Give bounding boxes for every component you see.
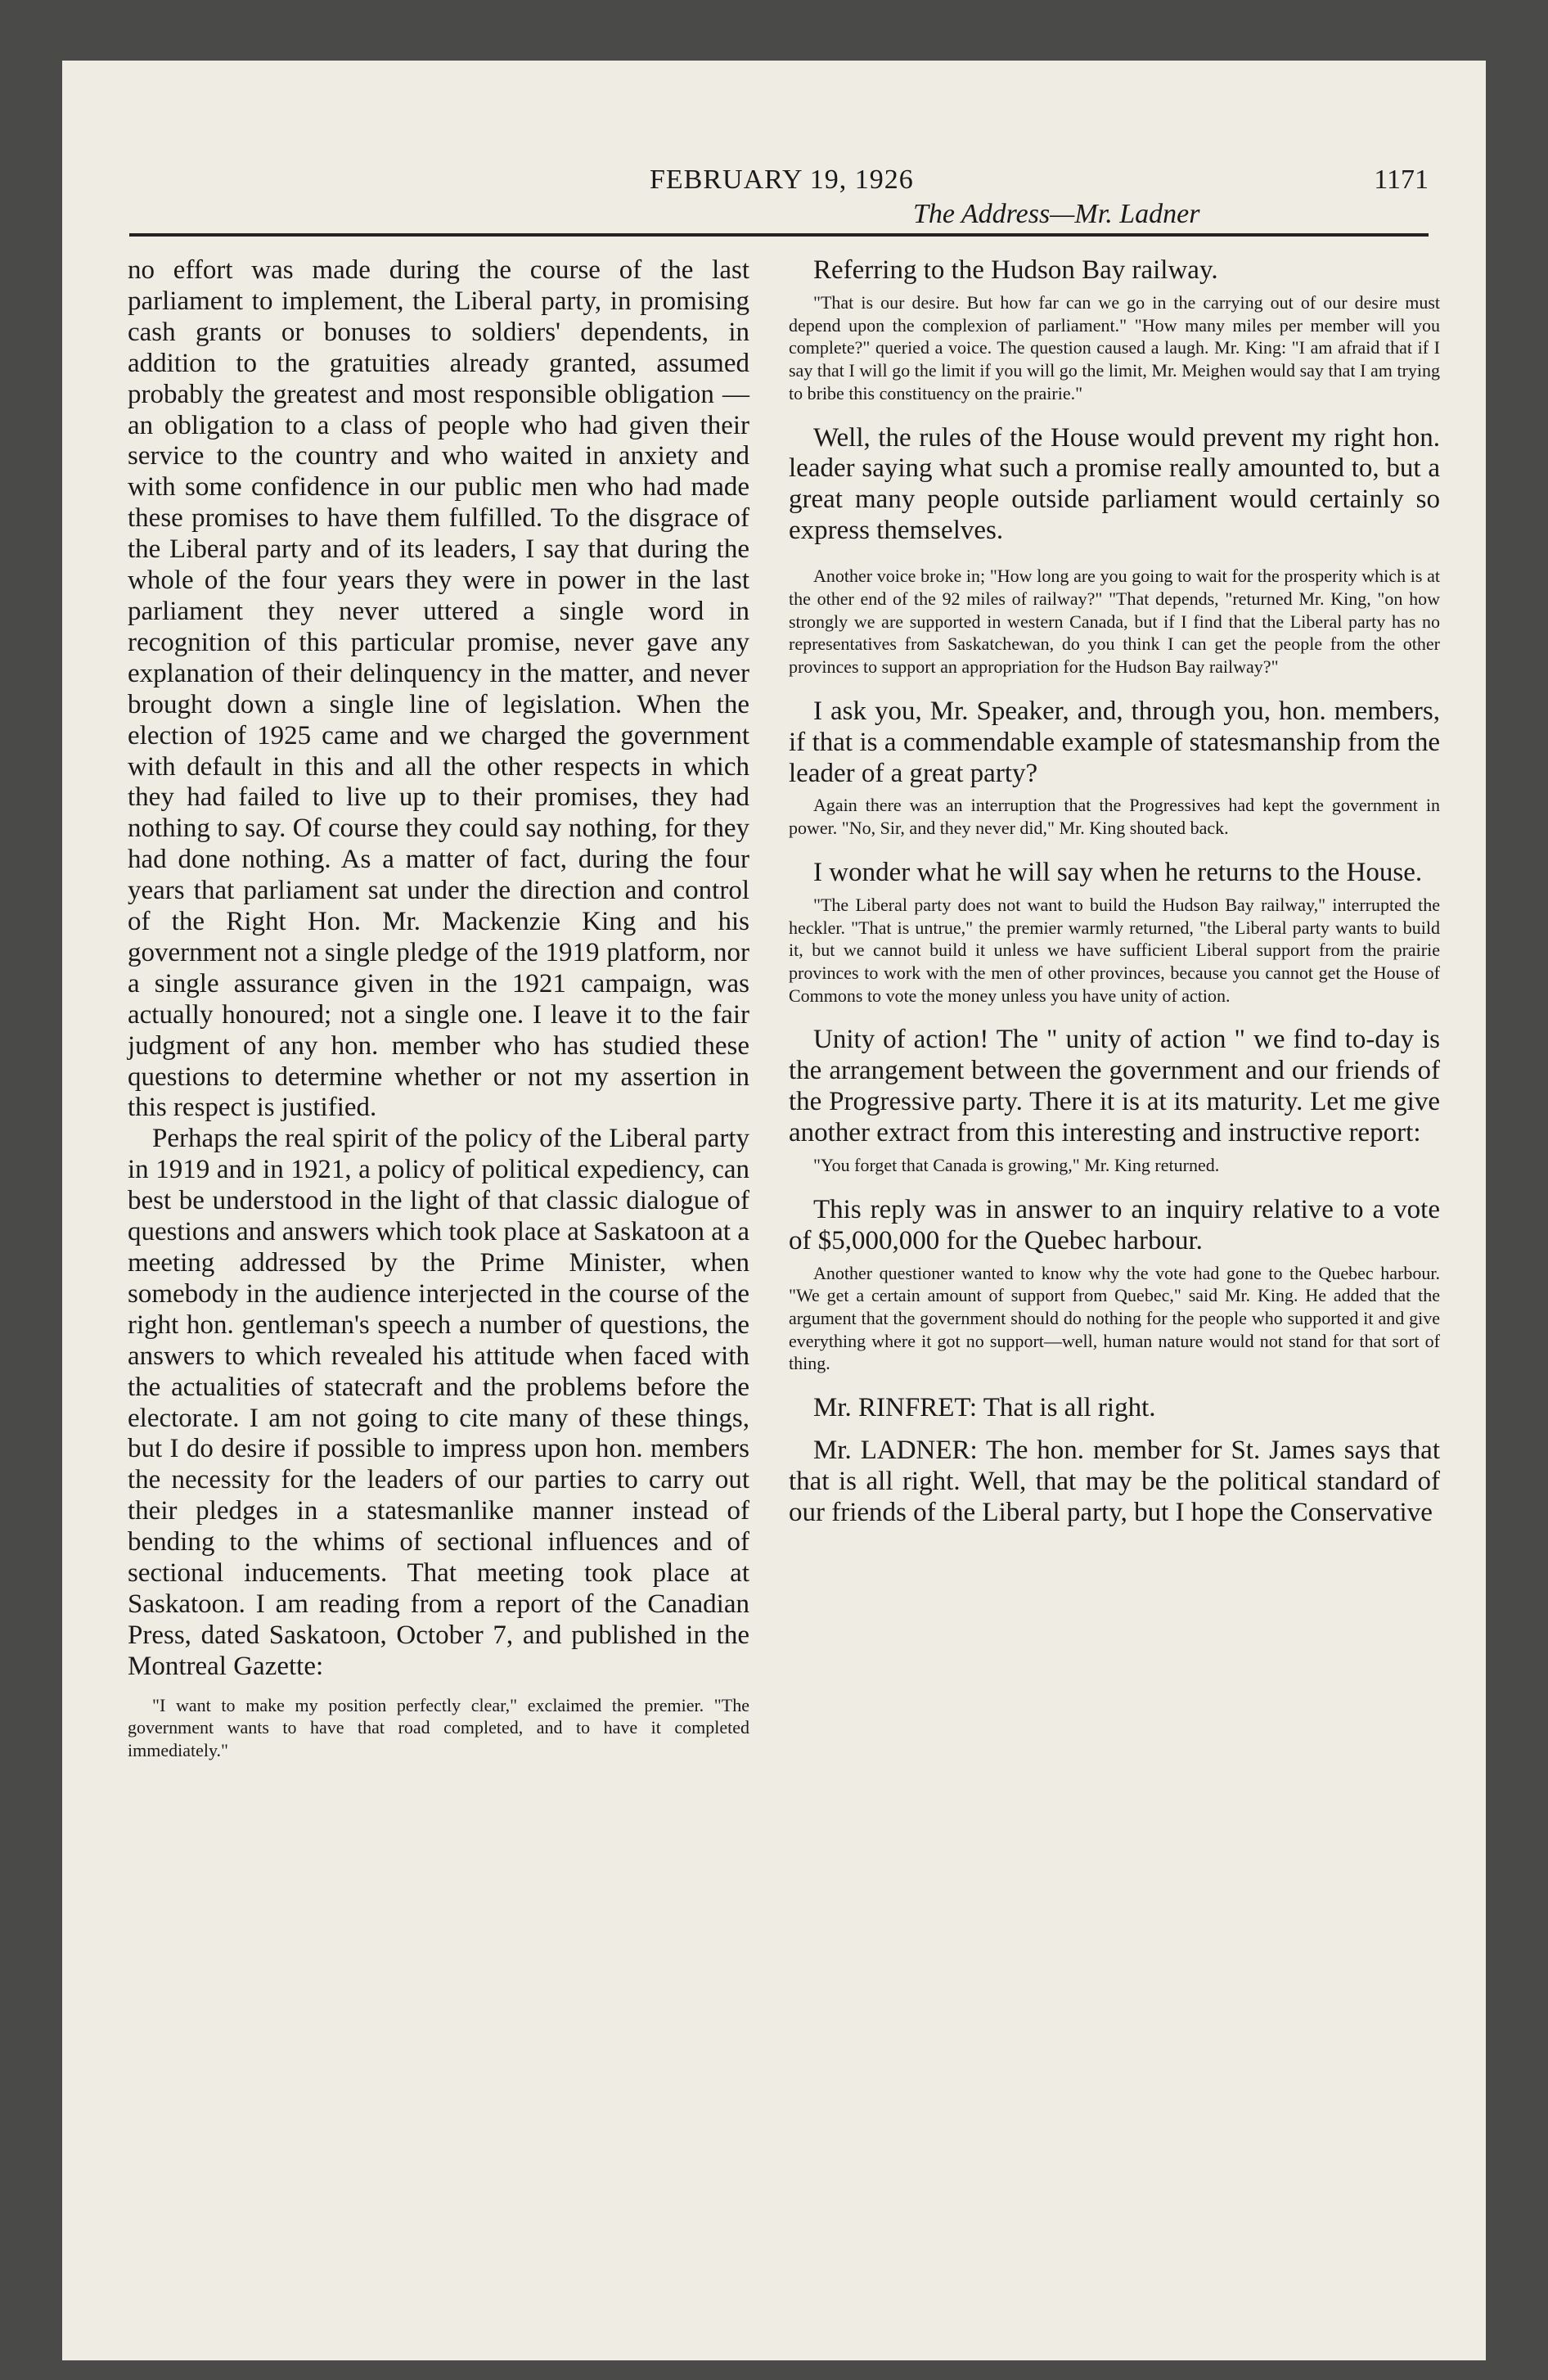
- left-paragraph-1: no effort was made during the course of the last parliament to implement, the Liberal party, in promising cash grants or bonuses to soldiers' dependents, in addition to the gratuities already granted, assumed probably the greatest and most responsible obligation —an obligation to a class of people who had given their service to the country and who waited in anxiety and with some confidence in our public men who had made these promises to have them fulfilled. To the disgrace of the Liberal party and of its leaders, I say that during the whole of the four years they were in power in the last parliament they never uttered a single word in recognition of this particular promise, never gave any explanation of their delinquency in the matter, and never brought down a single line of legislation. When the election of 1925 came and we charged the government with default in this and all the other respects in which they had failed to live up to their promises, they had nothing to say. Of course they could say nothing, for they had done nothing. As a matter of fact, during the four years that parliament sat under the direction and control of the Right Hon. Mr. Mackenzie King and his government not a single pledge of the 1919 platform, nor a single assurance given in the 1921 campaign, was actually honoured; not a single one. I leave it to the fair judgment of any hon. member who has studied these questions to determine whether or not my assertion in this respect is justified.: [128, 255, 749, 1123]
- right-quote-4: "The Liberal party does not want to build the Hudson Bay railway," interrupted the heckler. "That is untrue," the premier warmly returned, "the Liberal party wants to build it, but we cannot build it unless we have sufficient Liberal support from the prairie provinces to work with the men of other provinces, because you cannot get the House of Commons to vote the money unless you have unity of action.: [789, 894, 1440, 1006]
- right-paragraph-8: Mr. LADNER: The hon. member for St. James says that that is all right. Well, that may be the political standard of our friends of the Liberal party, but I hope the Conservative: [789, 1436, 1440, 1527]
- left-column: [128, 255, 749, 1762]
- right-quote-5: "You forget that Canada is growing," Mr. King returned.: [813, 1155, 1220, 1175]
- running-head: The Address—Mr. Ladner: [913, 199, 1200, 229]
- right-paragraph-1: Referring to the Hudson Bay railway.: [813, 255, 1218, 285]
- document-page: [62, 61, 1486, 2360]
- right-paragraph-7: Mr. RINFRET: That is all right.: [813, 1393, 1156, 1423]
- right-quote-1: "That is our desire. But how far can we go in the carrying out of our desire must depend upon the complexion of parliament." "How many miles per member will you complete?" queried a voice. The question caused a laugh. Mr. King: "I am afraid that if I say that I will go the limit if you will go the limit, Mr. Meighen would say that I am trying to bribe this constituency on the prairie.": [789, 291, 1440, 403]
- right-quote-3: Again there was an interruption that the Progressives had kept the government in power. "No, Sir, and they never did," Mr. King shouted back.: [789, 795, 1440, 839]
- header-date: FEBRUARY 19, 1926: [650, 165, 914, 195]
- right-quote-2: Another voice broke in; "How long are you going to wait for the prosperity which is at the other end of the 92 miles of railway?" "That depends, "returned Mr. King, "on how strongly we are supported in western Canada, but if I find that the Liberal party has no representatives from Saskatchewan, do you think I can get the people from the other provinces to support an appropriation for the Hudson Bay railway?": [789, 566, 1440, 677]
- right-paragraph-3: I ask you, Mr. Speaker, and, through you, hon. members, if that is a commendable example of statesmanship from the leader of a great party?: [789, 696, 1440, 788]
- right-paragraph-4: I wonder what he will say when he returns to the House.: [813, 857, 1423, 887]
- page-number: 1171: [1374, 165, 1429, 195]
- right-paragraph-5: Unity of action! The " unity of action " we find to-day is the arrangement between the government and our friends of the Progressive party. There it is at its maturity. Let me give another extract from this interesting and instructive report:: [789, 1025, 1440, 1148]
- left-quote-1: "I want to make my position perfectly clear," exclaimed the premier. "The government wants to have that road completed, and to have it completed immediately.": [128, 1694, 749, 1761]
- right-paragraph-2: Well, the rules of the House would prevent my right hon. leader saying what such a promise really amounted to, but a great many people outside parliament would certainly so express themselves.: [789, 422, 1440, 546]
- left-paragraph-2: Perhaps the real spirit of the policy of the Liberal party in 1919 and in 1921, a policy of political expediency, can best be understood in the light of that classic dialogue of questions and answers which took place at Saskatoon at a meeting addressed by the Prime Minister, when somebody in the audience interjected in the course of the right hon. gentleman's speech a number of questions, the answers to which revealed his attitude when faced with the actualities of statecraft and the problems before the electorate. I am not going to cite many of these things, but I do desire if possible to impress upon hon. members the necessity for the leaders of our parties to carry out their pledges in a statesmanlike manner instead of bending to the whims of sectional influences and of sectional inducements. That meeting took place at Saskatoon. I am reading from a report of the Canadian Press, dated Saskatoon, October 7, and published in the Montreal Gazette:: [128, 1124, 749, 1681]
- right-quote-6: Another questioner wanted to know why the vote had gone to the Quebec harbour. "We get a certain amount of support from Quebec," said Mr. King. He added that the argument that the government should do nothing for the people who supported it and give everything where it got no support—well, human nature would not stand for that sort of thing.: [789, 1262, 1440, 1374]
- right-paragraph-6: This reply was in answer to an inquiry relative to a vote of $5,000,000 for the Quebec harbour.: [789, 1194, 1440, 1255]
- right-column: [789, 255, 1440, 1529]
- header-rule: [129, 233, 1429, 237]
